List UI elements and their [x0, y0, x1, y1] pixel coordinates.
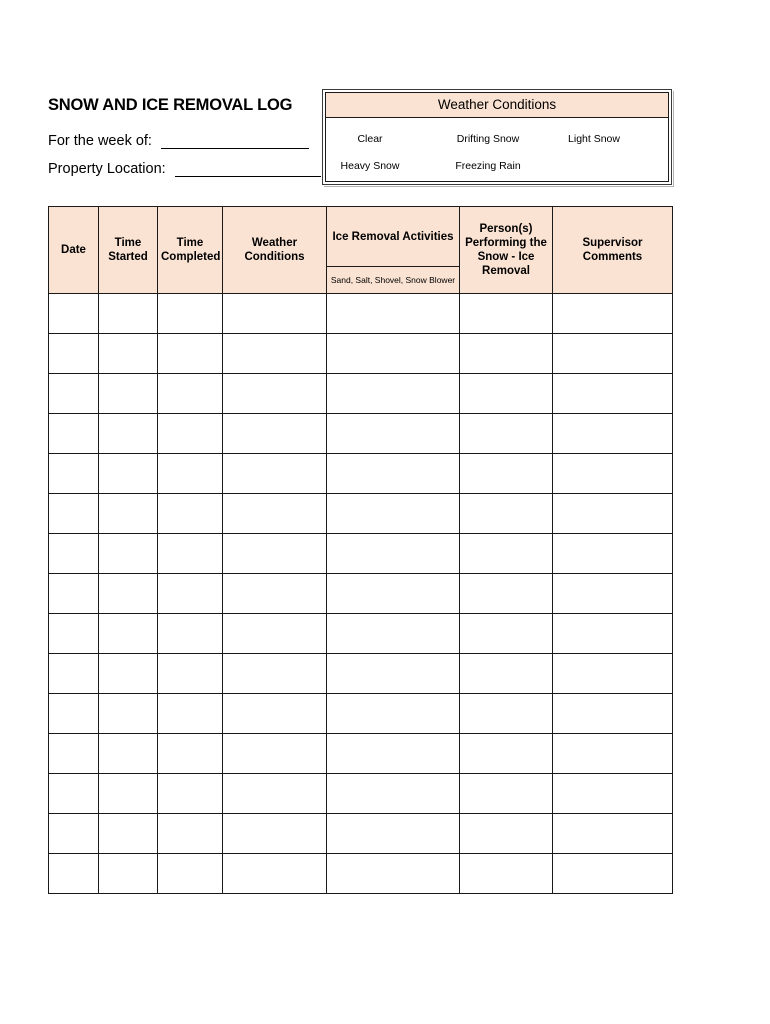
cell-ice_removal_activities[interactable] — [327, 574, 460, 614]
cell-supervisor_comments[interactable] — [553, 334, 673, 374]
cell-time_started[interactable] — [99, 854, 158, 894]
cell-time_completed[interactable] — [158, 774, 223, 814]
cell-persons_performing[interactable] — [460, 854, 553, 894]
cell-date[interactable] — [49, 414, 99, 454]
cell-time_completed[interactable] — [158, 574, 223, 614]
table-row — [49, 774, 673, 814]
cell-time_completed[interactable] — [158, 854, 223, 894]
cell-persons_performing[interactable] — [460, 294, 553, 334]
weather-option-clear: Clear — [357, 133, 383, 145]
table-row — [49, 334, 673, 374]
cell-persons_performing[interactable] — [460, 494, 553, 534]
cell-date[interactable] — [49, 574, 99, 614]
cell-supervisor_comments[interactable] — [553, 374, 673, 414]
cell-time_completed[interactable] — [158, 294, 223, 334]
cell-time_completed[interactable] — [158, 814, 223, 854]
cell-ice_removal_activities[interactable] — [327, 414, 460, 454]
cell-weather_conditions[interactable] — [223, 774, 327, 814]
table-row — [49, 414, 673, 454]
table-header-row — [49, 207, 673, 294]
cell-date[interactable] — [49, 534, 99, 574]
cell-date[interactable] — [49, 774, 99, 814]
cell-persons_performing[interactable] — [460, 334, 553, 374]
weather-conditions-box-title: Weather Conditions — [326, 93, 668, 118]
table-row — [49, 494, 673, 534]
table-row — [49, 654, 673, 694]
column-header-time-completed — [158, 207, 223, 294]
table-row — [49, 814, 673, 854]
cell-date[interactable] — [49, 334, 99, 374]
column-header-date — [49, 207, 99, 294]
cell-time_completed[interactable] — [158, 734, 223, 774]
cell-time_completed[interactable] — [158, 654, 223, 694]
column-header-ice-removal-activities — [327, 207, 460, 294]
cell-ice_removal_activities[interactable] — [327, 534, 460, 574]
table-row — [49, 374, 673, 414]
cell-persons_performing[interactable] — [460, 454, 553, 494]
column-header-persons-performing-line4: Removal — [482, 265, 530, 277]
column-header-time-started-line2: Started — [108, 251, 148, 263]
cell-persons_performing[interactable] — [460, 734, 553, 774]
cell-ice_removal_activities[interactable] — [327, 374, 460, 414]
cell-ice_removal_activities[interactable] — [327, 814, 460, 854]
cell-supervisor_comments[interactable] — [553, 694, 673, 734]
property-location-label: Property Location: — [48, 161, 166, 177]
cell-date[interactable] — [49, 374, 99, 414]
cell-supervisor_comments[interactable] — [553, 574, 673, 614]
cell-weather_conditions[interactable] — [223, 614, 327, 654]
property-location-field-row — [48, 161, 337, 177]
cell-supervisor_comments[interactable] — [553, 494, 673, 534]
cell-date[interactable] — [49, 814, 99, 854]
week-of-field-row — [48, 133, 309, 149]
column-header-supervisor-comments — [553, 207, 673, 294]
cell-ice_removal_activities[interactable] — [327, 694, 460, 734]
cell-persons_performing[interactable] — [460, 694, 553, 734]
cell-time_completed[interactable] — [158, 454, 223, 494]
column-header-time-started — [99, 207, 158, 294]
page-title: SNOW AND ICE REMOVAL LOG — [48, 96, 293, 114]
cell-supervisor_comments[interactable] — [553, 854, 673, 894]
cell-weather_conditions[interactable] — [223, 334, 327, 374]
cell-supervisor_comments[interactable] — [553, 534, 673, 574]
cell-date[interactable] — [49, 694, 99, 734]
cell-time_started[interactable] — [99, 414, 158, 454]
column-header-persons-performing — [460, 207, 553, 294]
cell-date[interactable] — [49, 454, 99, 494]
cell-supervisor_comments[interactable] — [553, 614, 673, 654]
column-header-weather-conditions — [223, 207, 327, 294]
column-header-persons-performing-line3: Snow - Ice — [477, 251, 535, 263]
cell-persons_performing[interactable] — [460, 414, 553, 454]
table-header — [49, 207, 673, 294]
cell-ice_removal_activities[interactable] — [327, 494, 460, 534]
cell-weather_conditions[interactable] — [223, 374, 327, 414]
table-row — [49, 734, 673, 774]
table-row — [49, 854, 673, 894]
cell-date[interactable] — [49, 854, 99, 894]
cell-time_completed[interactable] — [158, 414, 223, 454]
cell-supervisor_comments[interactable] — [553, 454, 673, 494]
cell-weather_conditions[interactable] — [223, 734, 327, 774]
weather-option-heavy-snow: Heavy Snow — [340, 160, 400, 172]
column-header-date-label: Date — [61, 244, 86, 256]
cell-weather_conditions[interactable] — [223, 494, 327, 534]
cell-persons_performing[interactable] — [460, 814, 553, 854]
cell-time_started[interactable] — [99, 774, 158, 814]
cell-weather_conditions[interactable] — [223, 694, 327, 734]
cell-time_started[interactable] — [99, 654, 158, 694]
cell-time_started[interactable] — [99, 614, 158, 654]
weather-option-light-snow: Light Snow — [568, 133, 620, 145]
table-body — [49, 294, 673, 894]
table-row — [49, 294, 673, 334]
table-row — [49, 694, 673, 734]
cell-weather_conditions[interactable] — [223, 574, 327, 614]
cell-time_completed[interactable] — [158, 534, 223, 574]
ice-removal-header-stack — [327, 207, 459, 293]
cell-time_completed[interactable] — [158, 374, 223, 414]
cell-persons_performing[interactable] — [460, 774, 553, 814]
property-location-input-line[interactable] — [175, 162, 337, 177]
cell-time_started[interactable] — [99, 534, 158, 574]
cell-persons_performing[interactable] — [460, 574, 553, 614]
cell-date[interactable] — [49, 734, 99, 774]
column-header-persons-performing-line2: Performing the — [465, 237, 547, 249]
cell-supervisor_comments[interactable] — [553, 774, 673, 814]
column-header-time-completed-line2: Completed — [161, 251, 221, 263]
cell-time_started[interactable] — [99, 454, 158, 494]
cell-supervisor_comments[interactable] — [553, 414, 673, 454]
cell-date[interactable] — [49, 294, 99, 334]
cell-weather_conditions[interactable] — [223, 854, 327, 894]
cell-supervisor_comments[interactable] — [553, 654, 673, 694]
column-header-time-started-line1: Time — [114, 237, 142, 249]
column-header-ice-removal-activities-sublabel: Sand, Salt, Shovel, Snow Blower — [330, 275, 456, 285]
week-of-label: For the week of: — [48, 133, 152, 149]
column-header-weather-conditions-label: Weather Conditions — [244, 237, 305, 263]
cell-ice_removal_activities[interactable] — [327, 654, 460, 694]
cell-time_started[interactable] — [99, 374, 158, 414]
cell-persons_performing[interactable] — [460, 534, 553, 574]
cell-weather_conditions[interactable] — [223, 414, 327, 454]
column-header-time-completed-line1: Time — [176, 237, 204, 249]
cell-ice_removal_activities[interactable] — [327, 854, 460, 894]
cell-time_completed[interactable] — [158, 614, 223, 654]
cell-ice_removal_activities[interactable] — [327, 614, 460, 654]
cell-persons_performing[interactable] — [460, 614, 553, 654]
snow-removal-log-table — [48, 206, 673, 894]
cell-time_completed[interactable] — [158, 494, 223, 534]
cell-supervisor_comments[interactable] — [553, 294, 673, 334]
cell-persons_performing[interactable] — [460, 374, 553, 414]
column-header-ice-removal-activities-label: Ice Removal Activities — [327, 207, 459, 267]
cell-weather_conditions[interactable] — [223, 454, 327, 494]
cell-ice_removal_activities[interactable] — [327, 734, 460, 774]
table-row — [49, 534, 673, 574]
cell-weather_conditions[interactable] — [223, 814, 327, 854]
weather-conditions-options — [326, 118, 668, 181]
cell-ice_removal_activities[interactable] — [327, 334, 460, 374]
cell-supervisor_comments[interactable] — [553, 734, 673, 774]
cell-persons_performing[interactable] — [460, 654, 553, 694]
cell-time_started[interactable] — [99, 334, 158, 374]
cell-ice_removal_activities[interactable] — [327, 294, 460, 334]
cell-date[interactable] — [49, 654, 99, 694]
cell-time_started[interactable] — [99, 574, 158, 614]
cell-weather_conditions[interactable] — [223, 654, 327, 694]
cell-time_started[interactable] — [99, 494, 158, 534]
cell-date[interactable] — [49, 494, 99, 534]
weather-conditions-inner — [325, 92, 669, 182]
cell-ice_removal_activities[interactable] — [327, 774, 460, 814]
column-header-persons-performing-line1: Person(s) — [479, 223, 533, 235]
week-of-input-line[interactable] — [161, 134, 309, 149]
cell-weather_conditions[interactable] — [223, 294, 327, 334]
weather-option-drifting-snow: Drifting Snow — [456, 133, 520, 145]
weather-conditions-box — [322, 89, 672, 185]
cell-time_started[interactable] — [99, 294, 158, 334]
cell-date[interactable] — [49, 614, 99, 654]
cell-time_started[interactable] — [99, 814, 158, 854]
cell-ice_removal_activities[interactable] — [327, 454, 460, 494]
table-row — [49, 614, 673, 654]
cell-weather_conditions[interactable] — [223, 534, 327, 574]
table-row — [49, 454, 673, 494]
cell-time_completed[interactable] — [158, 334, 223, 374]
cell-time_completed[interactable] — [158, 694, 223, 734]
cell-time_started[interactable] — [99, 694, 158, 734]
weather-option-freezing-rain: Freezing Rain — [455, 160, 521, 172]
table-row — [49, 574, 673, 614]
column-header-supervisor-comments-label: Supervisor Comments — [582, 237, 643, 263]
cell-time_started[interactable] — [99, 734, 158, 774]
cell-supervisor_comments[interactable] — [553, 814, 673, 854]
